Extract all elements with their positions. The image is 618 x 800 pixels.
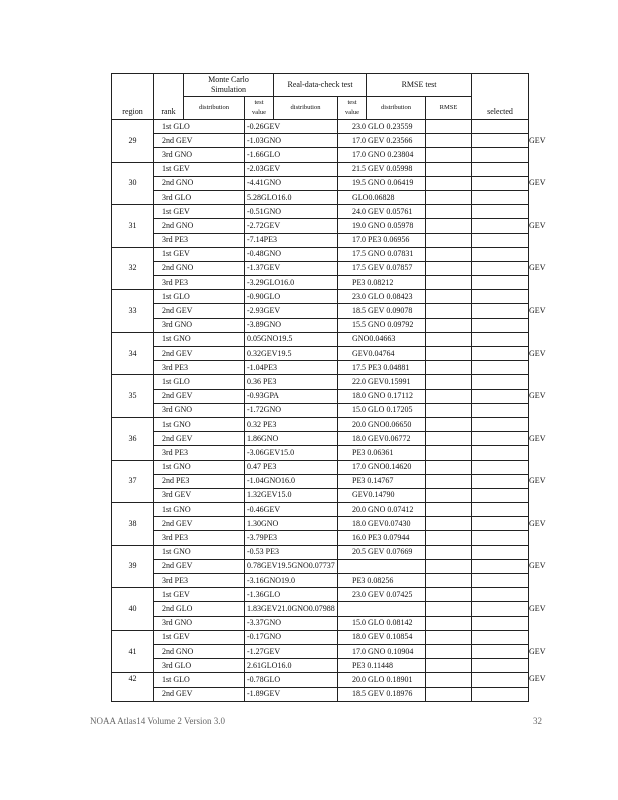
real-data-check-cell: 20.0 GNO0.06650 — [338, 417, 426, 431]
monte-carlo-cell: 1.30GNO — [245, 517, 338, 531]
table-row — [112, 488, 529, 502]
real-data-check-cell: PE3 0.11448 — [338, 659, 426, 673]
monte-carlo-cell: -1.72GNO — [245, 403, 338, 417]
rank-cell: 3rd PE3 — [154, 574, 245, 588]
rmse-value-cell — [472, 120, 529, 134]
real-data-check-cell: 17.5 GEV 0.07857 — [338, 261, 426, 275]
table-row — [112, 148, 529, 162]
monte-carlo-cell: -3.37GNO — [245, 616, 338, 630]
region-cell: 34 — [112, 332, 154, 375]
real-data-check-cell: 18.0 GNO 0.17112 — [338, 389, 426, 403]
rank-cell: 2nd GEV — [154, 517, 245, 531]
region-cell: 29 — [112, 120, 154, 163]
table-row: 34 1st GNO 0.05GNO19.5 GNO0.04663 GEV — [112, 332, 529, 346]
rmse-distribution-cell — [426, 616, 472, 630]
rmse-distribution-cell — [426, 134, 472, 148]
real-data-check-cell: 17.5 PE3 0.04881 — [338, 361, 426, 375]
table-row: 32 1st GEV -0.48GNO 17.5 GNO 0.07831 GEV — [112, 247, 529, 261]
table-row — [112, 347, 529, 361]
rank-cell: 3rd PE3 — [154, 446, 245, 460]
rmse-distribution-cell — [426, 403, 472, 417]
rmse-distribution-cell — [426, 276, 472, 290]
table-row — [112, 176, 529, 190]
rmse-value-cell — [472, 347, 529, 361]
rmse-distribution-cell — [426, 559, 472, 573]
rmse-distribution-cell — [426, 659, 472, 673]
rmse-distribution-cell — [426, 503, 472, 517]
real-data-check-cell: 18.5 GEV 0.18976 — [338, 687, 426, 701]
table-row — [112, 276, 529, 290]
monte-carlo-cell: 0.36 PE3 — [245, 375, 338, 389]
rmse-distribution-cell — [426, 205, 472, 219]
real-data-check-cell: GNO0.04663 — [338, 332, 426, 346]
rank-cell: 3rd GLO — [154, 190, 245, 204]
monte-carlo-cell: -0.48GNO — [245, 247, 338, 261]
monte-carlo-cell: 0.32 PE3 — [245, 417, 338, 431]
table-row — [112, 304, 529, 318]
rmse-distribution-cell — [426, 233, 472, 247]
table-row: 39 1st GNO -0.53 PE3 20.5 GEV 0.07669 GEV — [112, 545, 529, 559]
rmse-distribution-cell — [426, 318, 472, 332]
rank-cell: 1st GNO — [154, 545, 245, 559]
region-cell: 35 — [112, 375, 154, 418]
table-row — [112, 531, 529, 545]
rmse-distribution-cell — [426, 432, 472, 446]
rmse-value-cell — [472, 276, 529, 290]
rank-cell: 3rd PE3 — [154, 233, 245, 247]
monte-carlo-cell: -3.06GEV15.0 — [245, 446, 338, 460]
region-cell: 31 — [112, 205, 154, 248]
rank-cell: 2nd GEV — [154, 134, 245, 148]
header-mc-test-value-line2: value — [251, 109, 267, 116]
rmse-distribution-cell — [426, 630, 472, 644]
rmse-value-cell — [472, 574, 529, 588]
rank-cell: 3rd GNO — [154, 403, 245, 417]
rank-cell: 1st GNO — [154, 460, 245, 474]
rmse-distribution-cell — [426, 120, 472, 134]
monte-carlo-cell: -1.36GLO — [245, 588, 338, 602]
rmse-distribution-cell — [426, 531, 472, 545]
monte-carlo-cell: -3.16GNO19.0 — [245, 574, 338, 588]
rmse-value-cell — [472, 559, 529, 573]
rmse-distribution-cell — [426, 389, 472, 403]
real-data-check-cell: 18.0 GEV0.07430 — [338, 517, 426, 531]
table-row: 36 1st GNO 0.32 PE3 20.0 GNO0.06650 GEV — [112, 417, 529, 431]
rmse-distribution-cell — [426, 361, 472, 375]
rmse-distribution-cell — [426, 474, 472, 488]
header-mc-test-value — [245, 97, 274, 120]
rank-cell: 2nd GEV — [154, 687, 245, 701]
rmse-distribution-cell — [426, 602, 472, 616]
rmse-distribution-cell — [426, 375, 472, 389]
real-data-check-cell: 15.0 GLO 0.08142 — [338, 616, 426, 630]
table-row: 35 1st GLO 0.36 PE3 22.0 GEV0.15991 GEV — [112, 375, 529, 389]
table-row — [112, 616, 529, 630]
table-row — [112, 659, 529, 673]
table-row: 38 1st GNO -0.46GEV 20.0 GNO 0.07412 GEV — [112, 503, 529, 517]
rmse-value-cell — [472, 474, 529, 488]
rank-cell: 2nd GNO — [154, 644, 245, 658]
monte-carlo-cell: -3.79PE3 — [245, 531, 338, 545]
table-row: 31 1st GEV -0.51GNO 24.0 GEV 0.05761 GEV — [112, 205, 529, 219]
region-cell: 32 — [112, 247, 154, 290]
rmse-distribution-cell — [426, 290, 472, 304]
rmse-value-cell — [472, 304, 529, 318]
header-rd-distribution: distribution — [274, 97, 338, 120]
monte-carlo-cell: 1.86GNO — [245, 432, 338, 446]
table-row — [112, 432, 529, 446]
rmse-value-cell — [472, 162, 529, 176]
rmse-value-cell — [472, 205, 529, 219]
rmse-distribution-cell — [426, 446, 472, 460]
table-row — [112, 474, 529, 488]
header-rank: rank — [154, 74, 184, 120]
region-cell: 36 — [112, 417, 154, 460]
rmse-value-cell — [472, 630, 529, 644]
rank-cell: 2nd GLO — [154, 602, 245, 616]
rank-cell: 3rd PE3 — [154, 531, 245, 545]
monte-carlo-cell: -2.03GEV — [245, 162, 338, 176]
real-data-check-cell: PE3 0.06361 — [338, 446, 426, 460]
rmse-value-cell — [472, 488, 529, 502]
monte-carlo-cell: -3.29GLO16.0 — [245, 276, 338, 290]
region-cell: 30 — [112, 162, 154, 205]
region-cell: 42 — [112, 673, 154, 701]
monte-carlo-cell: -1.04GNO16.0 — [245, 474, 338, 488]
rmse-distribution-cell — [426, 488, 472, 502]
real-data-check-cell: PE3 0.08256 — [338, 574, 426, 588]
monte-carlo-cell: -0.51GNO — [245, 205, 338, 219]
rmse-value-cell — [472, 389, 529, 403]
rank-cell: 1st GNO — [154, 503, 245, 517]
table-row: 29 1st GLO -0.26GEV 23.0 GLO 0.23559 GEV — [112, 120, 529, 134]
real-data-check-cell: 15.5 GNO 0.09792 — [338, 318, 426, 332]
table-row — [112, 318, 529, 332]
real-data-check-cell: 17.0 GEV 0.23566 — [338, 134, 426, 148]
rmse-distribution-cell — [426, 517, 472, 531]
monte-carlo-cell: -1.03GNO — [245, 134, 338, 148]
rank-cell: 1st GLO — [154, 290, 245, 304]
monte-carlo-cell: -0.46GEV — [245, 503, 338, 517]
rmse-value-cell — [472, 503, 529, 517]
monte-carlo-cell: 0.78GEV19.5GNO0.07737 — [245, 559, 338, 573]
real-data-check-cell: 21.5 GEV 0.05998 — [338, 162, 426, 176]
rmse-distribution-cell — [426, 460, 472, 474]
footer-atlas-version: NOAA Atlas14 Volume 2 Version 3.0 — [90, 716, 226, 726]
real-data-check-cell: 20.0 GLO 0.18901 — [338, 673, 426, 687]
monte-carlo-cell: -0.93GPA — [245, 389, 338, 403]
rmse-distribution-cell — [426, 148, 472, 162]
real-data-check-cell: 19.0 GNO 0.05978 — [338, 219, 426, 233]
real-data-check-cell: GEV0.14790 — [338, 488, 426, 502]
header-monte-carlo-line2: Simulation — [210, 85, 247, 94]
real-data-check-cell: 20.0 GNO 0.07412 — [338, 503, 426, 517]
rank-cell: 3rd GLO — [154, 659, 245, 673]
real-data-check-cell: 17.0 GNO 0.23804 — [338, 148, 426, 162]
monte-carlo-cell: 0.32GEV19.5 — [245, 347, 338, 361]
table-row: 30 1st GEV -2.03GEV 21.5 GEV 0.05998 GEV — [112, 162, 529, 176]
table-row — [112, 190, 529, 204]
region-cell: 38 — [112, 503, 154, 546]
monte-carlo-cell: -1.37GEV — [245, 261, 338, 275]
header-mc-distribution: distribution — [184, 97, 245, 120]
monte-carlo-cell: 5.28GLO16.0 — [245, 190, 338, 204]
real-data-check-cell: 18.0 GEV 0.10854 — [338, 630, 426, 644]
real-data-check-cell: 24.0 GEV 0.05761 — [338, 205, 426, 219]
monte-carlo-cell: -1.27GEV — [245, 644, 338, 658]
real-data-check-cell: PE3 0.14767 — [338, 474, 426, 488]
table-row: 41 1st GEV -0.17GNO 18.0 GEV 0.10854 GEV — [112, 630, 529, 644]
rmse-value-cell — [472, 687, 529, 701]
rmse-value-cell — [472, 233, 529, 247]
rmse-value-cell — [472, 432, 529, 446]
table-row — [112, 134, 529, 148]
header-rd-test-value-line1: test — [347, 99, 357, 106]
rmse-distribution-cell — [426, 644, 472, 658]
real-data-check-cell: 16.0 PE3 0.07944 — [338, 531, 426, 545]
real-data-check-cell: 17.5 GNO 0.07831 — [338, 247, 426, 261]
table-row — [112, 602, 529, 616]
rank-cell: 1st GEV — [154, 247, 245, 261]
header-row-top — [112, 74, 529, 97]
rmse-value-cell — [472, 545, 529, 559]
rmse-distribution-cell — [426, 347, 472, 361]
rmse-distribution-cell — [426, 332, 472, 346]
rank-cell: 2nd GNO — [154, 261, 245, 275]
monte-carlo-cell: -2.93GEV — [245, 304, 338, 318]
real-data-check-cell — [338, 602, 426, 616]
real-data-check-cell: 19.5 GNO 0.06419 — [338, 176, 426, 190]
rank-cell: 1st GEV — [154, 205, 245, 219]
rmse-value-cell — [472, 219, 529, 233]
rank-cell: 1st GEV — [154, 162, 245, 176]
rank-cell: 2nd PE3 — [154, 474, 245, 488]
rmse-value-cell — [472, 176, 529, 190]
table-row — [112, 644, 529, 658]
table-row — [112, 517, 529, 531]
rmse-value-cell — [472, 673, 529, 687]
real-data-check-cell — [338, 559, 426, 573]
table-row: 42 1st GLO -0.78GLO 20.0 GLO 0.18901 GEV — [112, 673, 529, 687]
table-row — [112, 361, 529, 375]
rmse-distribution-cell — [426, 304, 472, 318]
rmse-distribution-cell — [426, 673, 472, 687]
monte-carlo-cell: 1.32GEV15.0 — [245, 488, 338, 502]
rmse-value-cell — [472, 134, 529, 148]
real-data-check-cell: 23.0 GEV 0.07425 — [338, 588, 426, 602]
rmse-value-cell — [472, 644, 529, 658]
rmse-distribution-cell — [426, 176, 472, 190]
real-data-check-cell: 17.0 GNO0.14620 — [338, 460, 426, 474]
monte-carlo-cell: -7.14PE3 — [245, 233, 338, 247]
footer-page-number: 32 — [533, 716, 542, 726]
header-rd-test-value-line2: value — [344, 109, 360, 116]
rmse-distribution-cell — [426, 574, 472, 588]
rank-cell: 2nd GEV — [154, 304, 245, 318]
rmse-distribution-cell — [426, 219, 472, 233]
rank-cell: 2nd GNO — [154, 176, 245, 190]
real-data-check-cell: 23.0 GLO 0.08423 — [338, 290, 426, 304]
rank-cell: 1st GLO — [154, 673, 245, 687]
rmse-value-cell — [472, 332, 529, 346]
header-monte-carlo — [184, 74, 274, 97]
rank-cell: 1st GEV — [154, 630, 245, 644]
header-monte-carlo-line1: Monte Carlo — [208, 75, 249, 84]
header-rmse-test: RMSE test — [367, 74, 472, 97]
monte-carlo-cell: -2.72GEV — [245, 219, 338, 233]
real-data-check-cell: 17.0 PE3 0.06956 — [338, 233, 426, 247]
rank-cell: 1st GNO — [154, 332, 245, 346]
region-cell: 37 — [112, 460, 154, 503]
rmse-distribution-cell — [426, 417, 472, 431]
rmse-value-cell — [472, 417, 529, 431]
region-cell: 40 — [112, 588, 154, 631]
rank-cell: 3rd GEV — [154, 488, 245, 502]
table-row: 33 1st GLO -0.90GLO 23.0 GLO 0.08423 GEV — [112, 290, 529, 304]
rmse-value-cell — [472, 659, 529, 673]
monte-carlo-cell: 0.05GNO19.5 — [245, 332, 338, 346]
rank-cell: 1st GEV — [154, 588, 245, 602]
header-region: region — [112, 74, 154, 120]
table-row — [112, 687, 529, 701]
rank-cell: 1st GNO — [154, 417, 245, 431]
header-mc-test-value-line1: test — [254, 99, 264, 106]
region-cell: 39 — [112, 545, 154, 588]
monte-carlo-cell: -1.04PE3 — [245, 361, 338, 375]
real-data-check-cell: 18.5 GEV 0.09078 — [338, 304, 426, 318]
table-row — [112, 261, 529, 275]
rmse-distribution-cell — [426, 247, 472, 261]
rank-cell: 1st GLO — [154, 375, 245, 389]
rmse-value-cell — [472, 460, 529, 474]
header-rd-test-value — [338, 97, 367, 120]
rank-cell: 2nd GNO — [154, 219, 245, 233]
rank-cell: 3rd GNO — [154, 616, 245, 630]
rank-cell: 3rd PE3 — [154, 361, 245, 375]
table-row — [112, 559, 529, 573]
monte-carlo-cell: -1.89GEV — [245, 687, 338, 701]
real-data-check-cell: 18.0 GEV0.06772 — [338, 432, 426, 446]
rmse-distribution-cell — [426, 588, 472, 602]
rmse-value-cell — [472, 588, 529, 602]
real-data-check-cell: 23.0 GLO 0.23559 — [338, 120, 426, 134]
rmse-value-cell — [472, 602, 529, 616]
header-real-data-check: Real-data-check test — [274, 74, 367, 97]
rmse-distribution-cell — [426, 261, 472, 275]
rmse-value-cell — [472, 290, 529, 304]
table-row: 40 1st GEV -1.36GLO 23.0 GEV 0.07425 GEV — [112, 588, 529, 602]
rmse-value-cell — [472, 261, 529, 275]
monte-carlo-cell: -0.17GNO — [245, 630, 338, 644]
rank-cell: 2nd GEV — [154, 389, 245, 403]
real-data-check-cell: 17.0 GNO 0.10904 — [338, 644, 426, 658]
rank-cell: 3rd PE3 — [154, 276, 245, 290]
rmse-value-cell — [472, 247, 529, 261]
rmse-distribution-cell — [426, 545, 472, 559]
rmse-value-cell — [472, 190, 529, 204]
rmse-value-cell — [472, 148, 529, 162]
rmse-value-cell — [472, 531, 529, 545]
rmse-distribution-cell — [426, 687, 472, 701]
rank-cell: 3rd GNO — [154, 318, 245, 332]
table-row — [112, 403, 529, 417]
rank-cell: 1st GLO — [154, 120, 245, 134]
region-cell: 33 — [112, 290, 154, 333]
real-data-check-cell: PE3 0.08212 — [338, 276, 426, 290]
monte-carlo-cell: -0.53 PE3 — [245, 545, 338, 559]
table-row: 37 1st GNO 0.47 PE3 17.0 GNO0.14620 GEV — [112, 460, 529, 474]
monte-carlo-cell: -0.26GEV — [245, 120, 338, 134]
monte-carlo-cell: -1.66GLO — [245, 148, 338, 162]
rank-cell: 2nd GEV — [154, 559, 245, 573]
header-rmse-value: RMSE — [426, 97, 472, 120]
real-data-check-cell: GEV0.04764 — [338, 347, 426, 361]
rmse-value-cell — [472, 403, 529, 417]
header-rmse-distribution: distribution — [367, 97, 426, 120]
real-data-check-cell: 15.0 GLO 0.17205 — [338, 403, 426, 417]
real-data-check-cell: 20.5 GEV 0.07669 — [338, 545, 426, 559]
rmse-value-cell — [472, 318, 529, 332]
rmse-value-cell — [472, 517, 529, 531]
table-row — [112, 389, 529, 403]
monte-carlo-cell: -3.89GNO — [245, 318, 338, 332]
monte-carlo-cell: 0.47 PE3 — [245, 460, 338, 474]
distribution-selection-table — [111, 73, 546, 702]
rank-cell: 2nd GEV — [154, 347, 245, 361]
rmse-value-cell — [472, 375, 529, 389]
table-row — [112, 574, 529, 588]
rmse-distribution-cell — [426, 190, 472, 204]
rank-cell: 3rd GNO — [154, 148, 245, 162]
table-row — [112, 219, 529, 233]
rank-cell: 2nd GEV — [154, 432, 245, 446]
header-selected: selected — [472, 74, 529, 120]
rmse-distribution-cell — [426, 162, 472, 176]
table-row — [112, 233, 529, 247]
real-data-check-cell: 22.0 GEV0.15991 — [338, 375, 426, 389]
monte-carlo-cell: 2.61GLO16.0 — [245, 659, 338, 673]
monte-carlo-cell: -0.78GLO — [245, 673, 338, 687]
table-row — [112, 446, 529, 460]
rmse-value-cell — [472, 616, 529, 630]
monte-carlo-cell: -4.41GNO — [245, 176, 338, 190]
real-data-check-cell: GLO0.06828 — [338, 190, 426, 204]
rmse-value-cell — [472, 361, 529, 375]
region-cell: 41 — [112, 630, 154, 673]
rmse-value-cell — [472, 446, 529, 460]
monte-carlo-cell: -0.90GLO — [245, 290, 338, 304]
monte-carlo-cell: 1.83GEV21.0GNO0.07988 — [245, 602, 338, 616]
